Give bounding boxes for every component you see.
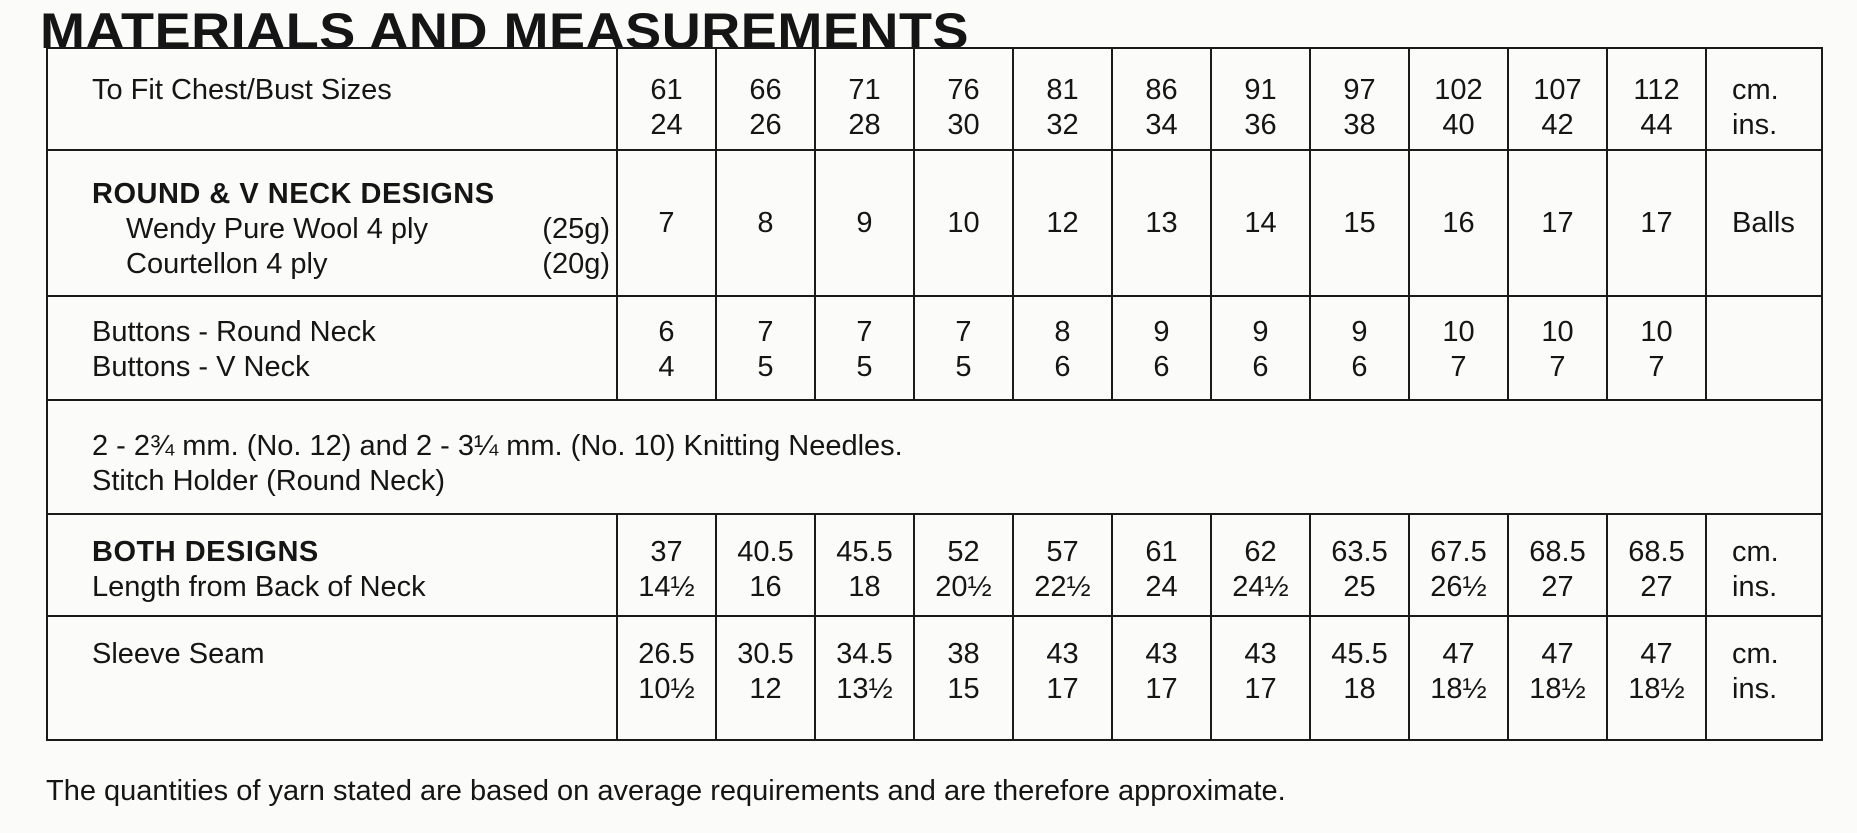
length-ins: 18 <box>848 571 881 603</box>
buttons-round-label: Buttons - Round Neck <box>92 316 376 348</box>
buttons-round: 9 <box>1252 316 1269 348</box>
sleeve-cm: 30.5 <box>737 638 794 670</box>
size-ins: 42 <box>1541 109 1574 141</box>
length-cm: 57 <box>1046 536 1079 568</box>
length-cell <box>914 514 1013 616</box>
unit-ins: ins. <box>1732 109 1778 141</box>
buttons-cell <box>1508 296 1607 400</box>
size-ins: 36 <box>1244 109 1277 141</box>
sleeve-cell <box>617 616 716 740</box>
length-cm: 62 <box>1244 536 1277 568</box>
length-cm: 52 <box>947 536 980 568</box>
yarn-label-cell <box>47 150 617 296</box>
length-cm: 63.5 <box>1331 536 1388 568</box>
sleeve-cell <box>1508 616 1607 740</box>
balls-cell: 7 <box>617 150 716 296</box>
balls-unit: Balls <box>1706 150 1822 296</box>
length-ins: 24½ <box>1232 571 1289 603</box>
sleeve-cell <box>815 616 914 740</box>
buttons-v: 4 <box>658 351 675 383</box>
row-yarn <box>47 150 1822 296</box>
size-ins: 32 <box>1046 109 1079 141</box>
sleeve-cell <box>1409 616 1508 740</box>
length-cm: 45.5 <box>836 536 893 568</box>
buttons-cell <box>716 296 815 400</box>
balls-cell: 17 <box>1607 150 1706 296</box>
buttons-round: 6 <box>658 316 675 348</box>
yarn-heading: ROUND & V NECK DESIGNS <box>92 178 495 210</box>
length-unit-cell <box>1706 514 1822 616</box>
stitch-holder-line: Stitch Holder (Round Neck) <box>92 465 445 497</box>
buttons-cell <box>815 296 914 400</box>
size-ins: 34 <box>1145 109 1178 141</box>
size-cm: 76 <box>947 74 980 106</box>
balls-cell: 16 <box>1409 150 1508 296</box>
size-cm: 91 <box>1244 74 1277 106</box>
sleeve-unit-cell <box>1706 616 1822 740</box>
sleeve-ins: 10½ <box>638 673 695 705</box>
yarn-courtellon-name: Courtellon 4 ply <box>126 248 328 280</box>
size-ins: 28 <box>848 109 881 141</box>
sleeve-cm: 38 <box>947 638 980 670</box>
length-ins: 25 <box>1343 571 1376 603</box>
sleeve-cell <box>1607 616 1706 740</box>
sleeve-ins: 15 <box>947 673 980 705</box>
size-cell <box>815 48 914 150</box>
buttons-round: 9 <box>1351 316 1368 348</box>
sleeve-cell <box>716 616 815 740</box>
buttons-round: 7 <box>955 316 972 348</box>
sizes-unit-cell <box>1706 48 1822 150</box>
balls-cell: 14 <box>1211 150 1310 296</box>
buttons-unit-cell <box>1706 296 1822 400</box>
length-heading: BOTH DESIGNS <box>92 536 319 568</box>
length-cell <box>815 514 914 616</box>
sizes-label: To Fit Chest/Bust Sizes <box>92 74 392 106</box>
size-cell <box>617 48 716 150</box>
yarn-line-wool <box>92 212 612 247</box>
length-cm: 68.5 <box>1628 536 1685 568</box>
sleeve-ins: 18½ <box>1628 673 1685 705</box>
buttons-round: 10 <box>1442 316 1475 348</box>
size-cm: 71 <box>848 74 881 106</box>
buttons-cell <box>1211 296 1310 400</box>
sleeve-cm: 47 <box>1640 638 1673 670</box>
buttons-round: 10 <box>1640 316 1673 348</box>
length-ins: 24 <box>1145 571 1178 603</box>
sleeve-ins: 17 <box>1046 673 1079 705</box>
sleeve-cm: 43 <box>1046 638 1079 670</box>
yarn-wool-weight: (25g) <box>542 213 610 245</box>
buttons-v-label: Buttons - V Neck <box>92 351 310 383</box>
length-label: Length from Back of Neck <box>92 571 426 603</box>
length-cell <box>1409 514 1508 616</box>
buttons-v: 6 <box>1351 351 1368 383</box>
size-ins: 24 <box>650 109 683 141</box>
size-cell <box>1607 48 1706 150</box>
size-ins: 30 <box>947 109 980 141</box>
needles-line: 2 - 2¾ mm. (No. 12) and 2 - 3¼ mm. (No. 10) Knitting Needles. <box>92 430 903 462</box>
sleeve-cell <box>914 616 1013 740</box>
length-cell <box>1508 514 1607 616</box>
length-ins: 27 <box>1640 571 1673 603</box>
yarn-line-courtellon <box>92 247 612 282</box>
page-title: MATERIALS AND MEASUREMENTS <box>40 3 970 59</box>
size-cell <box>1013 48 1112 150</box>
sleeve-ins: 18½ <box>1529 673 1586 705</box>
sleeve-cm: 43 <box>1244 638 1277 670</box>
buttons-cell <box>1607 296 1706 400</box>
buttons-round: 8 <box>1054 316 1071 348</box>
row-sizes <box>47 48 1822 150</box>
size-cell <box>1211 48 1310 150</box>
length-cm: 37 <box>650 536 683 568</box>
length-ins: 16 <box>749 571 782 603</box>
sleeve-cm: 34.5 <box>836 638 893 670</box>
sleeve-label-cell <box>47 616 617 740</box>
sleeve-label: Sleeve Seam <box>92 638 265 670</box>
size-cm: 97 <box>1343 74 1376 106</box>
size-cell <box>914 48 1013 150</box>
sleeve-ins: 17 <box>1244 673 1277 705</box>
length-label-cell <box>47 514 617 616</box>
size-ins: 44 <box>1640 109 1673 141</box>
buttons-v: 7 <box>1450 351 1467 383</box>
sleeve-ins: 17 <box>1145 673 1178 705</box>
sleeve-cell <box>1112 616 1211 740</box>
row-buttons <box>47 296 1822 400</box>
unit-cm: cm. <box>1732 536 1779 568</box>
sleeve-cm: 45.5 <box>1331 638 1388 670</box>
size-cell <box>1310 48 1409 150</box>
length-cell <box>1112 514 1211 616</box>
needles-cell <box>47 400 1822 514</box>
buttons-cell <box>1310 296 1409 400</box>
buttons-v: 7 <box>1549 351 1566 383</box>
sizes-label-cell <box>47 48 617 150</box>
size-cm: 61 <box>650 74 683 106</box>
buttons-round: 7 <box>856 316 873 348</box>
size-ins: 40 <box>1442 109 1475 141</box>
length-ins: 14½ <box>638 571 695 603</box>
sleeve-ins: 18½ <box>1430 673 1487 705</box>
length-ins: 27 <box>1541 571 1574 603</box>
buttons-v: 6 <box>1153 351 1170 383</box>
length-cell <box>1310 514 1409 616</box>
unit-ins: ins. <box>1732 673 1778 705</box>
length-cell <box>1013 514 1112 616</box>
row-length <box>47 514 1822 616</box>
balls-cell: 9 <box>815 150 914 296</box>
yarn-courtellon-weight: (20g) <box>542 248 610 280</box>
sleeve-cm: 47 <box>1442 638 1475 670</box>
sleeve-ins: 18 <box>1343 673 1376 705</box>
buttons-cell <box>1409 296 1508 400</box>
buttons-cell <box>1112 296 1211 400</box>
length-cm: 61 <box>1145 536 1178 568</box>
sleeve-cell <box>1310 616 1409 740</box>
unit-ins: ins. <box>1732 571 1778 603</box>
sleeve-cell <box>1211 616 1310 740</box>
size-cell <box>716 48 815 150</box>
length-cm: 68.5 <box>1529 536 1586 568</box>
balls-cell: 17 <box>1508 150 1607 296</box>
length-cell <box>617 514 716 616</box>
buttons-v: 5 <box>757 351 774 383</box>
footnote: The quantities of yarn stated are based on average requirements and are therefore approximate. <box>46 775 1286 807</box>
buttons-cell <box>914 296 1013 400</box>
row-sleeve <box>47 616 1822 740</box>
buttons-v: 6 <box>1252 351 1269 383</box>
unit-cm: cm. <box>1732 74 1779 106</box>
sleeve-cell <box>1013 616 1112 740</box>
size-cm: 112 <box>1633 74 1680 106</box>
buttons-round: 7 <box>757 316 774 348</box>
size-cm: 81 <box>1046 74 1079 106</box>
sleeve-cm: 43 <box>1145 638 1178 670</box>
balls-cell: 10 <box>914 150 1013 296</box>
balls-cell: 13 <box>1112 150 1211 296</box>
balls-cell: 8 <box>716 150 815 296</box>
length-cm: 67.5 <box>1430 536 1487 568</box>
size-cell <box>1112 48 1211 150</box>
size-cm: 102 <box>1434 74 1483 106</box>
size-cm: 107 <box>1533 74 1582 106</box>
buttons-v: 6 <box>1054 351 1071 383</box>
length-cell <box>1607 514 1706 616</box>
buttons-v: 5 <box>955 351 972 383</box>
length-cell <box>1211 514 1310 616</box>
balls-cell: 15 <box>1310 150 1409 296</box>
buttons-cell <box>617 296 716 400</box>
buttons-round: 10 <box>1541 316 1574 348</box>
balls-cell: 12 <box>1013 150 1112 296</box>
length-ins: 20½ <box>935 571 992 603</box>
buttons-v: 5 <box>856 351 873 383</box>
size-cell <box>1409 48 1508 150</box>
sleeve-cm: 47 <box>1541 638 1574 670</box>
buttons-label-cell <box>47 296 617 400</box>
sleeve-cm: 26.5 <box>638 638 695 670</box>
buttons-v: 7 <box>1648 351 1665 383</box>
length-ins: 26½ <box>1430 571 1487 603</box>
unit-cm: cm. <box>1732 638 1779 670</box>
sleeve-ins: 12 <box>749 673 782 705</box>
size-cell <box>1508 48 1607 150</box>
yarn-wool-name: Wendy Pure Wool 4 ply <box>126 213 428 245</box>
size-cm: 66 <box>749 74 782 106</box>
sleeve-ins: 13½ <box>836 673 893 705</box>
row-needles <box>47 400 1822 514</box>
size-ins: 38 <box>1343 109 1376 141</box>
size-ins: 26 <box>749 109 782 141</box>
length-ins: 22½ <box>1034 571 1091 603</box>
size-cm: 86 <box>1145 74 1178 106</box>
buttons-round: 9 <box>1153 316 1170 348</box>
buttons-cell <box>1013 296 1112 400</box>
measurements-table <box>46 47 1823 741</box>
length-cell <box>716 514 815 616</box>
length-cm: 40.5 <box>737 536 794 568</box>
